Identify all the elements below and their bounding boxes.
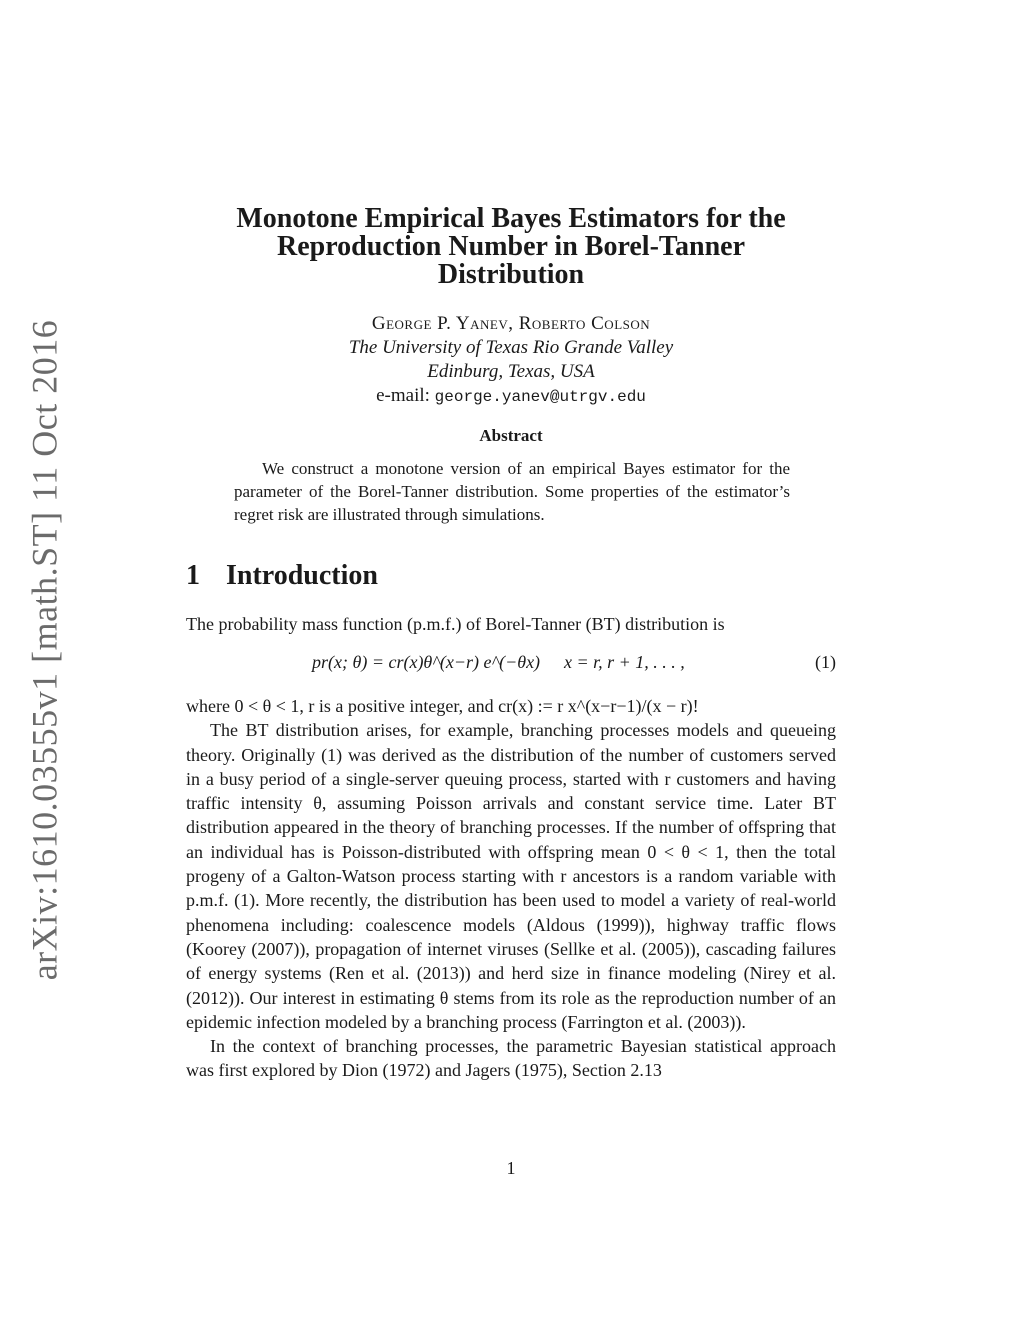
section-number: 1 bbox=[186, 560, 200, 591]
equation-tag: (1) bbox=[815, 652, 836, 672]
email-label: e-mail: bbox=[376, 385, 430, 406]
intro-sentence: The probability mass function (p.m.f.) of Borel-Tanner (BT) distribution is bbox=[186, 614, 725, 634]
email-line bbox=[186, 384, 836, 409]
where-line: where 0 < θ < 1, r is a positive integer, and cr(x) := r x^(x−r−1)/(x − r)! bbox=[186, 696, 699, 716]
equation-1 bbox=[186, 652, 836, 680]
title-line: Reproduction Number in Borel-Tanner bbox=[276, 231, 745, 262]
section-heading bbox=[186, 560, 378, 592]
body-text bbox=[186, 694, 836, 1083]
title-line: Distribution bbox=[437, 259, 585, 290]
abstract-text: We construct a monotone version of an empirical Bayes estimator for the parameter of the Borel-Tanner distribution. Some properties of the estimator’s regret risk are illustrated through simulations. bbox=[234, 459, 790, 524]
arxiv-identifier: arXiv:1610.03555v1 [math.ST] 11 Oct 2016 bbox=[24, 319, 64, 981]
equation-lhs: pr(x; θ) = cr(x)θ^(x−r) e^(−θx) bbox=[312, 652, 541, 672]
affiliation-line: Edinburg, Texas, USA bbox=[427, 361, 595, 382]
paragraph: The BT distribution arises, for example, branching processes models and queueing theory. Originally (1) was derived as the distribution of the number of customers served in a busy period of a single-server queuing process, started with r customers and having traffic intensity θ, assuming Poisson arrivals and constant service time. Later BT distribution appeared in the theory of branching processes. If the number of offspring that an individual has is Poisson-distributed with offspring mean 0 < θ < 1, then the total progeny of a Galton-Watson process starting with r ancestors is a random variable with p.m.f. (1). More recently, the distribution has been used to model a variety of real-world phenomena including: coalescence models (Aldous (1999)), highway traffic flows (Koorey (2007)), propagation of internet viruses (Sellke et al. (2005)), cascading failures of energy systems (Ren et al. (2013)) and herd size in finance modeling (Nirey et al. (2012)). Our interest in estimating θ stems from its role as the reproduction number of an epidemic infection modeled by a branching process (Farrington et al. (2003)). bbox=[186, 720, 836, 1032]
affiliation-line: The University of Texas Rio Grande Valley bbox=[348, 337, 674, 358]
paper-title bbox=[186, 205, 836, 289]
section-title: Introduction bbox=[226, 560, 378, 591]
equation-rhs: x = r, r + 1, . . . , bbox=[564, 652, 685, 672]
page-number: 1 bbox=[506, 1158, 516, 1178]
author-block bbox=[186, 312, 836, 409]
abstract-heading: Abstract bbox=[479, 426, 543, 445]
title-line: Monotone Empirical Bayes Estimators for the bbox=[236, 203, 786, 234]
email-address[interactable]: george.yanev@utrgv.edu bbox=[434, 388, 646, 406]
author-names: George P. Yanev, Roberto Colson bbox=[371, 313, 651, 334]
arxiv-side-stamp bbox=[12, 319, 76, 981]
paragraph: In the context of branching processes, the parametric Bayesian statistical approach was first explored by Dion (1972) and Jagers (1975), Section 2.13 bbox=[186, 1036, 836, 1081]
